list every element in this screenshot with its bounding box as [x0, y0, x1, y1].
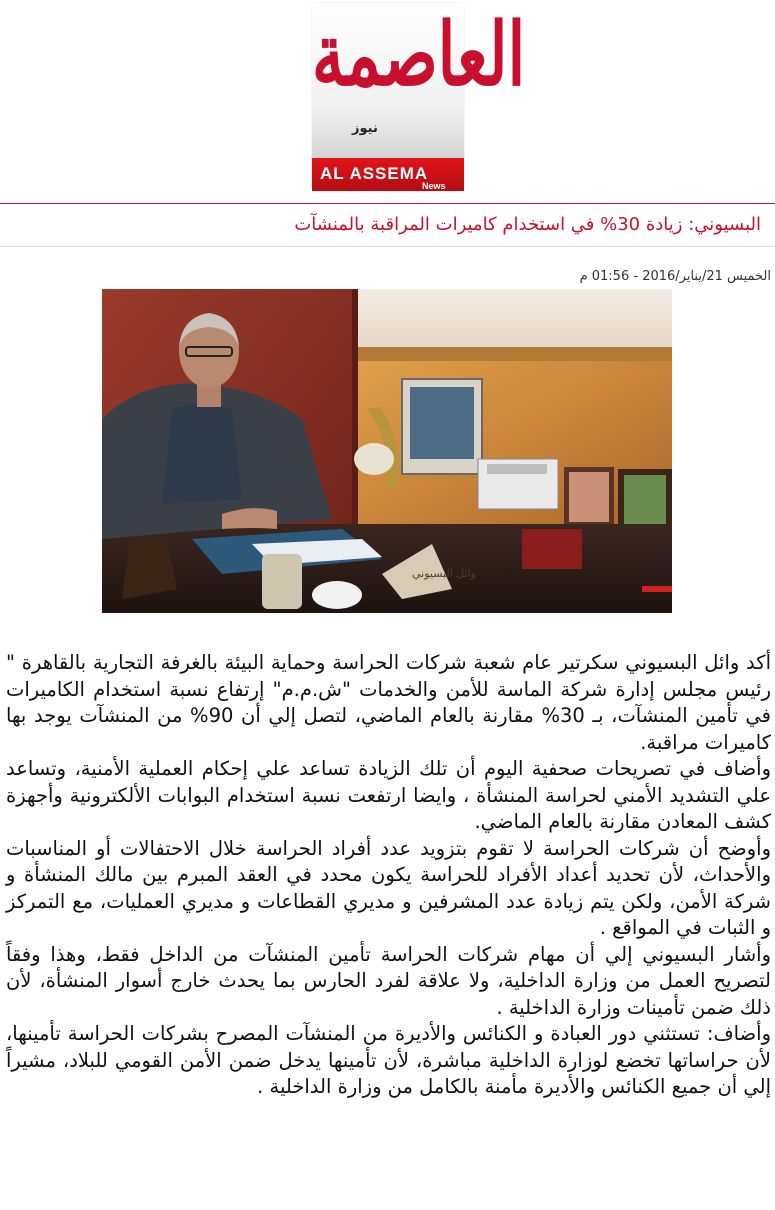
nameplate-text: وائل البسيوني — [412, 567, 477, 580]
logo-sub-text: نيوز — [352, 121, 378, 136]
article-paragraph: وأوضح أن شركات الحراسة لا تقوم بتزويد عدد أفراد الحراسة خلال الاحتفالات أو المناسبات والأحداث، لأن تحديد أعداد الأفراد للحراسة يكون محدد في العقد المبرم بين مالك المنشأة و شركة الأمن، ولكن يتم زيادة عدد المشرفين و مديري القطاعات و مديري العمليات، مع التمركز و الثبات في المواقع . — [6, 836, 771, 939]
logo-english-text: AL ASSEMA — [320, 164, 429, 183]
article-paragraph: وأضاف: تستثني دور العبادة و الكنائس والأديرة من المنشآت المصرح بشركات الحراسة تأمينها، لأن حراساتها تخضع لوزارة الداخلية مباشرة، لأن تأمينها يدخل ضمن الأمن القومي للبلاد، مشيراً إلي أن جميع الكنائس والأديرة مأمنة بالكامل من وزارة الداخلية . — [6, 1022, 771, 1098]
logo-arabic-text: العاصمة — [312, 4, 526, 107]
article-paragraph: وأشار البسيوني إلي أن مهام شركات الحراسة تأمين المنشآت من الداخل فقط، وهذا وفقاً لتصريح العمل من وزارة الداخلية، ولا علاقة لفرد الحارس بما يحدث خارج أسوار المنشأة، لأن ذلك ضمن تأمينات وزارة الداخلية . — [6, 942, 771, 1019]
article-paragraph: وأضاف في تصريحات صحفية اليوم أن تلك الزيادة تساعد علي إحكام العملية الأمنية، وتساعد علي التشديد الأمني لحراسة المنشأة ، وايضا ارتفعت نسبة استخدام البوابات الألكترونية وأجهزة كشف المعادن مقارنة بالعام الماضي. — [6, 757, 771, 833]
article-headline: البسيوني: زيادة 30% في استخدام كاميرات المراقبة بالمنشآت — [294, 214, 761, 235]
headline-divider — [0, 246, 775, 247]
article-body — [6, 650, 771, 1101]
article-paragraph: أكد وائل البسيوني سكرتير عام شعبة شركات الحراسة وحماية البيئة بالغرفة التجارية بالقاهرة " رئيس مجلس إدارة شركة الماسة للأمن والخدمات "ش.م.م" إرتفاع نسبة استخدام الكاميرات في تأمين المنشآت، بـ 30% مقارنة بالعام الماضي، لتصل إلي أن 90% من المنشآت يوجد بها كاميرات مراقبة. — [6, 651, 771, 754]
header-divider — [0, 203, 775, 204]
site-logo[interactable] — [312, 3, 526, 191]
article-photo — [102, 289, 672, 613]
article-date: الخميس 21/يناير/2016 - 01:56 م — [579, 269, 771, 284]
logo-news-text: News — [422, 181, 446, 191]
